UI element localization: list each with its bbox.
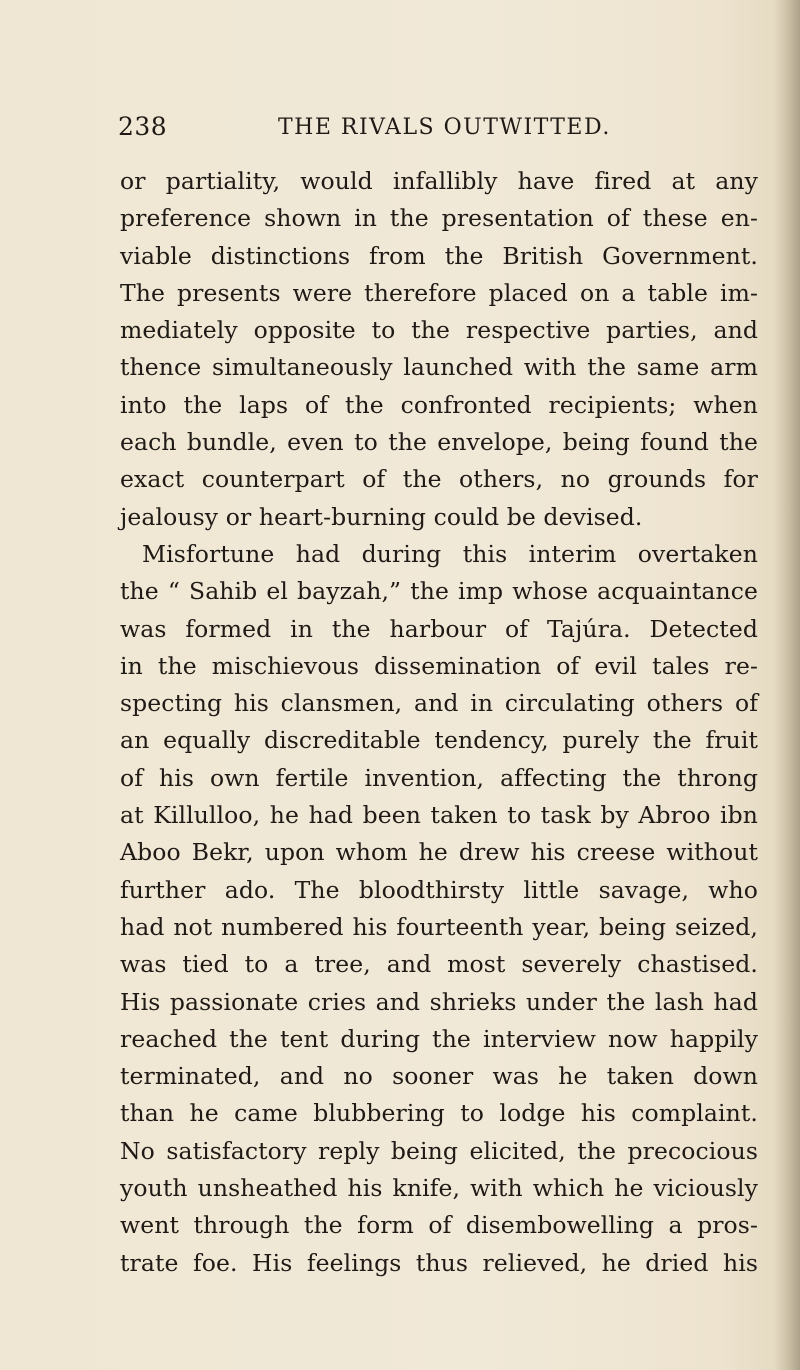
page-number: 238: [118, 112, 168, 141]
text-line: preference shown in the presentation of these en-: [120, 204, 758, 233]
text-line: than he came blubbering to lodge his complaint.: [120, 1099, 758, 1128]
text-line: had not numbered his fourteenth year, being seized,: [120, 912, 758, 941]
text-line: The presents were therefore placed on a table im-: [120, 278, 758, 307]
text-line: was formed in the harbour of Tajúra. Detected: [120, 614, 758, 643]
text-line: terminated, and no sooner was he taken down: [120, 1062, 758, 1091]
running-title: THE RIVALS OUTWITTED.: [278, 115, 611, 140]
text-line: No satisfactory reply being elicited, the precocious: [120, 1136, 758, 1165]
text-line: Misfortune had during this interim overtaken: [142, 539, 758, 568]
text-line: His passionate cries and shrieks under the lash had: [120, 987, 758, 1016]
text-line: exact counterpart of the others, no grounds for: [120, 465, 758, 494]
text-line: into the laps of the confronted recipients; when: [120, 390, 758, 419]
text-line: thence simultaneously launched with the same arm: [120, 353, 758, 382]
text-line: jealousy or heart-burning could be devised.: [120, 502, 643, 531]
text-line: reached the tent during the interview now happily: [120, 1024, 758, 1053]
text-line: youth unsheathed his knife, with which he viciously: [120, 1174, 758, 1203]
text-line: or partiality, would infallibly have fired at any: [120, 167, 758, 195]
text-line: mediately opposite to the respective parties, and: [120, 316, 758, 345]
text-line: of his own fertile invention, affecting the throng: [120, 763, 758, 792]
text-line: viable distinctions from the British Government.: [120, 241, 758, 270]
text-line: was tied to a tree, and most severely chastised.: [120, 950, 758, 979]
text-line: went through the form of disembowelling a pros-: [120, 1211, 758, 1240]
text-line: specting his clansmen, and in circulating others of: [120, 689, 758, 718]
text-line: at Killulloo, he had been taken to task by Abroo ibn: [120, 801, 758, 830]
text-line: each bundle, even to the envelope, being found the: [120, 428, 758, 457]
page-edge-shadow: [774, 0, 800, 1370]
body-text: [120, 163, 758, 1282]
text-line: the “ Sahib el bayzah,” the imp whose acquaintance: [120, 577, 758, 606]
page-header: [118, 112, 766, 152]
text-line: trate foe. His feelings thus relieved, he dried his: [120, 1248, 758, 1277]
text-line: Aboo Bekr, upon whom he drew his creese without: [120, 838, 758, 867]
text-line: in the mischievous dissemination of evil tales re-: [120, 651, 758, 680]
text-line: further ado. The bloodthirsty little savage, who: [120, 875, 758, 904]
text-line: an equally discreditable tendency, purely the fruit: [120, 726, 758, 755]
